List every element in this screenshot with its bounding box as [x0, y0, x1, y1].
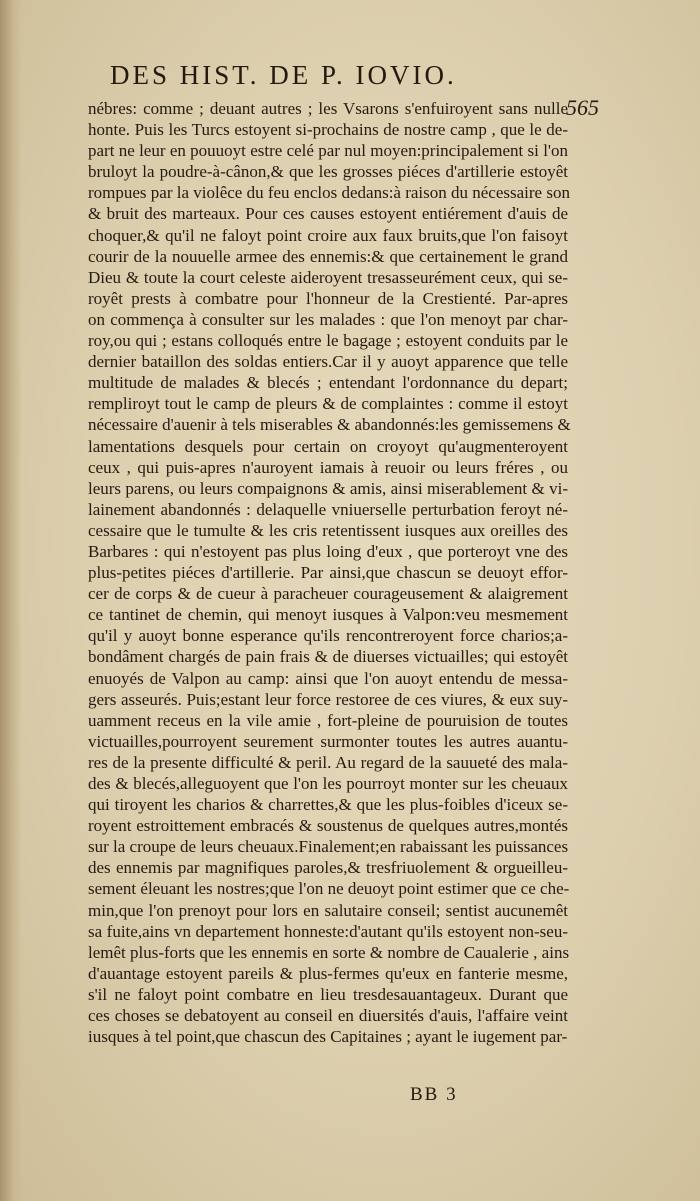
text-line: sa fuite,ains vn departement honneste:d'autant qu'ils estoyent non-seu- [88, 921, 568, 941]
page-gutter-shadow [0, 0, 22, 1201]
text-line: des & blecés,alleguoyent que l'on les pourroyt monter sur les cheuaux [88, 774, 568, 793]
text-line: Barbares : qui n'estoyent pas plus loing d'eux , que porteroyt vne des [88, 541, 568, 561]
text-line: plus-petites piéces d'artillerie. Par ainsi,que chascun se deuoyt effor- [88, 563, 568, 583]
text-line: lamentations desquels pour certain on croyoyt qu'augmenteroyent [88, 436, 568, 456]
text-line: nécessaire d'auenir à tels miserables & abandonnés:les gemissemens & [88, 415, 571, 435]
text-line: sur la croupe de leurs cheuaux.Finalement;en rabaissant les puissances [88, 837, 569, 857]
text-line: on commença à consulter sur les malades : que l'on menoyt par char- [88, 309, 568, 329]
text-line: res de la presente difficulté & peril. Au regard de la sauueté des mala- [88, 752, 568, 772]
text-line: des ennemis par magnifiques paroles,& tresfriuolement & orgueilleu- [88, 858, 568, 878]
text-line: bruloyt la poudre-à-cânon,& que les grosses piéces d'artillerie estoyêt [88, 162, 568, 182]
text-line: & bruit des marteaux. Pour ces causes estoyent entiérement d'auis de [88, 204, 568, 224]
text-line: nébres: comme ; deuant autres ; les Vsarons s'enfuiroyent sans nulle [88, 99, 568, 118]
text-line: multitude de malades & blecés ; entendant l'ordonnance du depart; [88, 373, 568, 393]
text-line: bondâment chargés de pain frais & de diuerses victuailles; qui estoyêt [88, 647, 568, 667]
text-line: ce tantinet de chemin, qui menoyt iusques à Valpon:veu mesmement [88, 605, 568, 625]
text-line: sement éleuant les nostres;que l'on ne deuoyt point estimer que ce che- [88, 879, 570, 899]
text-line: honte. Puis les Turcs estoyent si-prochains de nostre camp , que le de- [88, 120, 568, 140]
text-line: victuailles,pourroyent seurement surmonter toutes les autres auantu- [88, 731, 568, 751]
text-line: rempliroyt tout le camp de pleurs & de complaintes : comme il estoyt [88, 394, 568, 414]
text-line: courir de la nouuelle armee des ennemis:& que certainement le grand [88, 246, 568, 266]
text-line: cer de corps & de cueur à paracheuer courageusement & alaigrement [88, 584, 568, 604]
text-line: cessaire que le tumulte & les cris retentissent iusques aux oreilles des [88, 520, 568, 540]
text-line: rompues par la violêce du feu enclos dedans:à raison du nécessaire son [88, 183, 570, 203]
text-line: qui tiroyent les charios & charrettes,& que les plus-foibles d'iceux se- [88, 795, 568, 815]
text-line: dernier bataillon des soldas entiers.Car il y auoyt apparence que telle [88, 352, 568, 372]
text-line: gers asseurés. Puis;estant leur force restoree de ces viures, & eux suy- [88, 689, 568, 709]
text-line: qu'il y auoyt bonne esperance qu'ils rencontreroyent force charios;a- [88, 626, 568, 646]
text-line: uamment receus en la vile amie , fort-pleine de pouruision de toutes [88, 710, 568, 730]
text-line: royêt prests à combatre pour l'honneur de la Crestienté. Par-apres [88, 288, 568, 308]
text-line: leurs parens, ou leurs compaignons & amis, ainsi miserablement & vi- [88, 478, 568, 498]
running-head: DES HIST. DE P. IOVIO. [110, 60, 457, 90]
text-line: enuoyés de Valpon au camp: ainsi que l'on auoyt entendu de messa- [88, 668, 568, 688]
text-line: royent estroittement embracés & soustenus de quelques autres,montés [88, 816, 568, 836]
text-line: min,que l'on prenoyt pour lors en salutaire conseil; sentist aucunemêt [88, 900, 568, 920]
text-line: lainement abandonnés : delaquelle vniuerselle perturbation feroyt né- [88, 499, 568, 519]
text-line: s'il ne faloyt point combatre en lieu tresdesauantageux. Durant que [88, 984, 568, 1004]
text-line: part ne leur en pouuoyt estre celé par nul moyen:principalement si l'on [88, 141, 568, 161]
body-text [88, 98, 571, 1047]
text-line: d'auantage estoyent pareils & plus-fermes qu'eux en fanterie mesme, [88, 963, 568, 983]
text-line: iusques à tel point,que chascun des Capitaines ; ayant le iugement par- [88, 1027, 568, 1047]
text-line: ces choses se debatoyent au conseil en diuersités d'auis, l'affaire veint [88, 1006, 568, 1026]
text-line: ceux , qui puis-apres n'auroyent iamais à reuoir ou leurs fréres , ou [88, 457, 568, 477]
text-line: lemêt plus-forts que les ennemis en sorte & nombre de Caualerie , ains [88, 942, 570, 962]
folio-number: 565 [566, 95, 599, 120]
signature-mark: BB 3 [410, 1084, 458, 1105]
text-line: roy,ou qui ; estans colloqués entre le bagage ; estoyent conduits par le [88, 331, 568, 351]
text-line: Dieu & toute la court celeste aideroyent tresasseurément ceux, qui se- [88, 267, 568, 287]
text-line: choquer,& qu'il ne faloyt point croire aux faux bruits,que l'on faisoyt [88, 225, 568, 245]
